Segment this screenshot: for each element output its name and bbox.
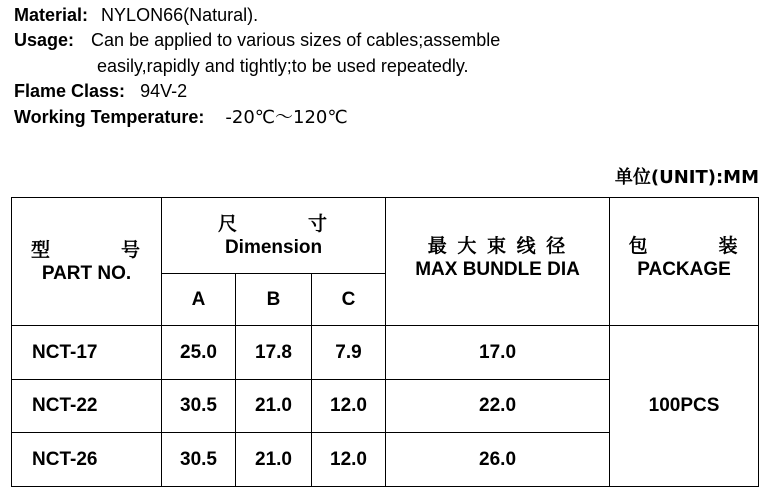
max-bundle-header bbox=[386, 198, 610, 326]
dimension-b-header: B bbox=[236, 274, 312, 326]
dim-a-cell: 25.0 bbox=[162, 326, 236, 380]
material-label: Material: bbox=[14, 5, 89, 25]
package-header bbox=[610, 198, 759, 326]
max-bundle-cell: 17.0 bbox=[386, 326, 610, 380]
unit-label: 单位(UNIT):MM bbox=[614, 167, 759, 188]
material-line bbox=[14, 4, 258, 26]
table-row bbox=[12, 326, 759, 380]
usage-line bbox=[14, 29, 500, 51]
dimension-header-en: Dimension bbox=[224, 236, 323, 258]
dim-b-cell: 17.8 bbox=[236, 326, 312, 380]
max-bundle-cell: 22.0 bbox=[386, 380, 610, 433]
working-temp-label: Working Temperature: bbox=[14, 107, 205, 127]
part-no-cell: NCT-22 bbox=[12, 380, 162, 433]
dim-c-cell: 12.0 bbox=[312, 433, 386, 487]
flame-class-label: Flame Class: bbox=[14, 81, 126, 101]
package-header-cn: 包 装 bbox=[628, 235, 740, 257]
max-bundle-cell: 26.0 bbox=[386, 433, 610, 487]
dim-a-cell: 30.5 bbox=[162, 380, 236, 433]
max-bundle-header-en: MAX BUNDLE DIA bbox=[415, 259, 580, 280]
usage-value-line2: easily,rapidly and tightly;to be used repeatedly. bbox=[97, 56, 469, 76]
part-no-header-cn: 型 号 bbox=[31, 238, 142, 261]
part-no-header-en: PART NO. bbox=[41, 262, 132, 284]
dimension-c-header: C bbox=[312, 274, 386, 326]
dim-b-cell: 21.0 bbox=[236, 380, 312, 433]
part-no-cell: NCT-17 bbox=[12, 326, 162, 380]
dimension-header bbox=[162, 198, 386, 274]
dim-c-cell: 7.9 bbox=[312, 326, 386, 380]
package-header-en: PACKAGE bbox=[637, 259, 731, 280]
part-no-header bbox=[12, 198, 162, 326]
working-temp-line bbox=[14, 106, 348, 129]
dim-a-cell: 30.5 bbox=[162, 433, 236, 487]
dim-c-cell: 12.0 bbox=[312, 380, 386, 433]
flame-class-line bbox=[14, 80, 187, 102]
max-bundle-header-cn: 最 大 束 线 径 bbox=[427, 235, 568, 257]
package-cell: 100PCS bbox=[610, 326, 759, 487]
working-temp-value: -20℃～120℃ bbox=[225, 107, 348, 128]
usage-value-line1: Can be applied to various sizes of cables;assemble bbox=[91, 30, 501, 50]
dim-b-cell: 21.0 bbox=[236, 433, 312, 487]
flame-class-value: 94V-2 bbox=[140, 81, 188, 101]
usage-label: Usage: bbox=[14, 30, 75, 50]
spec-table bbox=[11, 197, 759, 487]
part-no-cell: NCT-26 bbox=[12, 433, 162, 487]
table-header-row bbox=[12, 198, 759, 274]
usage-line2 bbox=[97, 55, 469, 77]
material-value: NYLON66(Natural). bbox=[101, 5, 259, 25]
dimension-a-header: A bbox=[162, 274, 236, 326]
dimension-header-cn: 尺 寸 bbox=[218, 212, 329, 235]
